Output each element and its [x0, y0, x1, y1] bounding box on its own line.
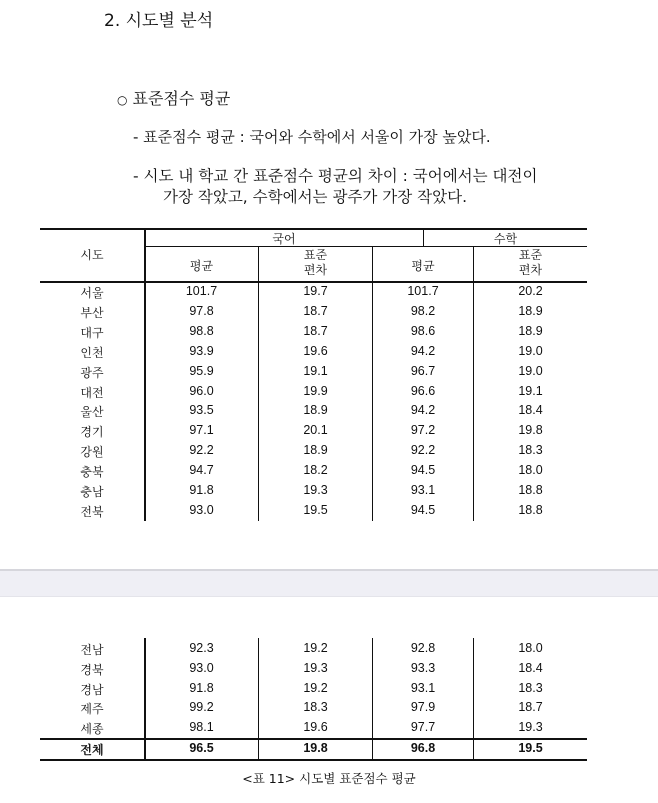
cell-kor-mean: 97.1	[189, 423, 214, 438]
cell-kor-mean: 98.1	[189, 720, 214, 735]
cell-kor-mean: 93.9	[189, 343, 214, 358]
cell-math-mean: 101.7	[407, 284, 439, 298]
cell-kor-sd: 19.6	[303, 720, 328, 735]
cell-kor-sd: 19.9	[303, 383, 328, 398]
cell-region: 전북	[80, 504, 104, 519]
cell-region: 경북	[80, 662, 104, 677]
cell-region: 인천	[80, 345, 104, 360]
cell-region: 울산	[80, 405, 104, 420]
cell-kor-sd: 20.1	[303, 423, 328, 438]
page-break	[0, 569, 658, 597]
cell-kor-sd: 19.6	[303, 343, 328, 358]
cell-math-mean: 93.1	[410, 680, 436, 695]
cell-math-sd: 18.0	[518, 463, 543, 478]
header-sd-line1: 표준	[303, 248, 328, 262]
cell-region: 세종	[80, 722, 104, 737]
cell-math-sd: 19.0	[518, 363, 543, 378]
cell-math-sd: 18.3	[518, 443, 543, 458]
header-sd-line1: 표준	[518, 248, 543, 262]
section-title: 2. 시도별 분석	[104, 11, 214, 31]
cell-kor-sd: 19.3	[303, 483, 328, 497]
cell-region: 경남	[80, 682, 104, 697]
circle-bullet-icon: ○	[117, 93, 128, 107]
cell-math-sd: 18.8	[518, 502, 543, 517]
cell-kor-sd: 19.1	[303, 363, 328, 378]
total-top-rule	[40, 738, 587, 740]
cell-kor-sd: 19.2	[303, 680, 328, 695]
cell-math-sd: 19.1	[518, 383, 543, 398]
cell-region: 충남	[80, 485, 104, 499]
cell-kor-sd: 18.9	[303, 403, 328, 418]
cell-math-mean: 93.1	[410, 483, 436, 497]
paragraph-line-1: - 시도 내 학교 간 표준점수 평균의 차이 : 국어에서는 대전이	[133, 167, 538, 185]
cell-kor-sd: 18.7	[303, 303, 328, 318]
subsection-heading	[117, 86, 230, 109]
cell-math-mean: 97.2	[410, 423, 436, 438]
header-kor-sd	[259, 248, 372, 278]
cell-math-sd: 18.9	[518, 323, 543, 338]
cell-region: 전남	[80, 643, 104, 657]
cell-math-mean: 92.2	[410, 443, 436, 458]
cell-kor-sd: 18.7	[303, 323, 328, 338]
cell-kor-mean: 92.2	[189, 443, 214, 458]
cell-math-mean: 96.6	[410, 383, 436, 398]
cell-region: 강원	[80, 445, 104, 460]
cell-math-mean: 94.2	[410, 403, 436, 418]
subsection-title: 표준점수 평균	[132, 89, 231, 108]
cell-kor-sd: 19.8	[303, 741, 328, 755]
cell-region: 경기	[80, 425, 104, 440]
cell-kor-mean: 91.8	[189, 680, 214, 695]
header-sd-line2: 편차	[303, 263, 328, 277]
cell-kor-sd: 19.5	[303, 502, 328, 517]
header-region: 시도	[80, 248, 104, 262]
header-math: 수학	[493, 232, 518, 246]
cell-kor-mean: 92.3	[189, 641, 214, 655]
cell-math-mean: 98.2	[410, 303, 436, 318]
cell-kor-sd: 19.3	[303, 660, 328, 675]
cell-math-sd: 19.8	[518, 423, 543, 438]
cell-kor-mean: 96.0	[189, 383, 214, 398]
cell-kor-sd: 19.2	[303, 641, 328, 655]
cell-math-mean: 94.2	[410, 343, 436, 358]
cell-kor-mean: 91.8	[189, 483, 214, 497]
table-caption: <표 11> 시도별 표준점수 평균	[242, 771, 416, 786]
cell-kor-mean: 95.9	[189, 363, 214, 378]
cell-math-sd: 18.7	[518, 700, 543, 715]
cell-math-mean: 94.5	[410, 463, 436, 478]
cell-kor-mean: 93.5	[189, 403, 214, 418]
cell-math-sd: 19.3	[518, 720, 543, 735]
cell-math-mean: 98.6	[410, 323, 436, 338]
cell-math-mean: 96.8	[410, 741, 436, 755]
cell-math-sd: 19.5	[518, 741, 543, 755]
paragraph-mean: - 표준점수 평균 : 국어와 수학에서 서울이 가장 높았다.	[133, 128, 491, 146]
cell-region: 서울	[80, 286, 104, 300]
cell-math-sd: 18.4	[518, 660, 543, 675]
header-math-mean: 평균	[411, 259, 435, 273]
cell-kor-sd: 19.7	[303, 284, 328, 298]
cell-math-sd: 18.3	[518, 680, 543, 695]
cell-math-sd: 19.0	[518, 343, 543, 358]
cell-math-sd: 18.8	[518, 483, 543, 497]
cell-region: 부산	[80, 305, 104, 320]
cell-math-mean: 96.7	[410, 363, 436, 378]
cell-math-sd: 18.0	[518, 641, 543, 655]
cell-math-mean: 92.8	[410, 641, 436, 655]
cell-math-sd: 18.4	[518, 403, 543, 418]
cell-region: 전체	[80, 743, 104, 757]
cell-math-sd: 18.9	[518, 303, 543, 318]
paragraph-line-2: 가장 작았고, 수학에서는 광주가 가장 작았다.	[163, 188, 468, 206]
cell-kor-mean: 94.7	[189, 463, 214, 478]
paragraph-difference	[133, 166, 537, 208]
header-kor-mean: 평균	[189, 259, 214, 273]
cell-region: 제주	[80, 702, 104, 717]
cell-math-sd: 20.2	[518, 284, 543, 298]
cell-kor-sd: 18.2	[303, 463, 328, 478]
cell-math-mean: 94.5	[410, 502, 436, 517]
cell-region: 광주	[80, 365, 104, 380]
cell-kor-mean: 97.8	[189, 303, 214, 318]
cell-kor-mean: 93.0	[189, 502, 214, 517]
header-bottom-rule	[40, 281, 587, 283]
cell-region: 대전	[80, 385, 104, 400]
cell-kor-sd: 18.3	[303, 700, 328, 715]
cell-math-mean: 97.7	[410, 720, 436, 735]
cell-kor-mean: 99.2	[189, 700, 214, 715]
header-korean: 국어	[272, 232, 296, 246]
cell-kor-sd: 18.9	[303, 443, 328, 458]
cell-math-mean: 93.3	[410, 660, 436, 675]
header-math-sd	[474, 248, 587, 278]
cell-math-mean: 97.9	[410, 700, 436, 715]
cell-kor-mean: 101.7	[185, 284, 218, 298]
table-bottom-rule	[40, 759, 587, 761]
cell-kor-mean: 96.5	[189, 741, 214, 755]
header-sd-line2: 편차	[518, 263, 543, 277]
cell-kor-mean: 98.8	[189, 323, 214, 338]
cell-kor-mean: 93.0	[189, 660, 214, 675]
cell-region: 충북	[80, 465, 104, 480]
cell-region: 대구	[80, 325, 104, 340]
